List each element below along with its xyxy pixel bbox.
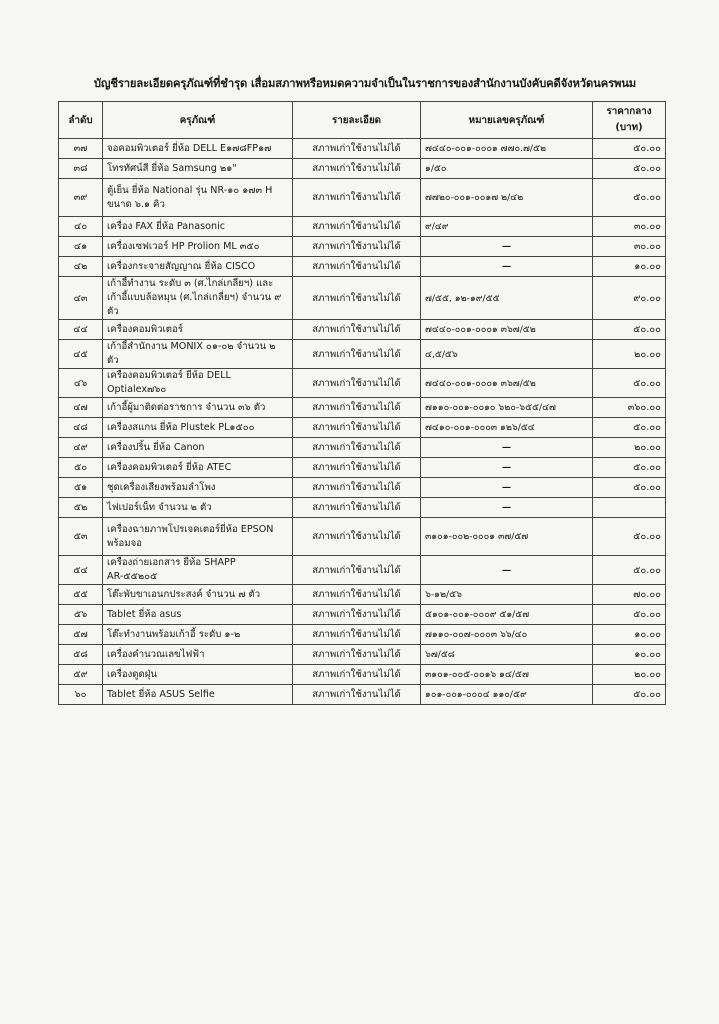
cell-detail: สภาพเก่าใช้งานไม่ได้ — [293, 257, 421, 277]
cell-name: ไฟเปอร์เน็ท จำนวน ๒ ตัว — [103, 498, 293, 518]
cell-no: ๕๙ — [59, 665, 103, 685]
cell-name: เครื่องเซฟเวอร์ HP Prolion ML ๓๕๐ — [103, 237, 293, 257]
cell-code: ๔,๕/๕๖ — [421, 340, 593, 369]
cell-code: ๗๗๒๐-๐๐๑-๐๐๑๗ ๒/๔๒ — [421, 179, 593, 217]
cell-price: ๓๐.๐๐ — [593, 217, 666, 237]
table-row — [59, 605, 666, 625]
cell-code: ๗๔๔๐-๐๐๑-๐๐๐๑ ๗๗๐.๗/๕๒ — [421, 139, 593, 159]
cell-price: ๕๐.๐๐ — [593, 556, 666, 585]
table-row — [59, 340, 666, 369]
table-row — [59, 237, 666, 257]
cell-price: ๕๐.๐๐ — [593, 418, 666, 438]
cell-detail: สภาพเก่าใช้งานไม่ได้ — [293, 438, 421, 458]
table-row — [59, 139, 666, 159]
cell-price: ๓๐.๐๐ — [593, 237, 666, 257]
table-row — [59, 498, 666, 518]
inventory-table — [58, 101, 666, 705]
cell-price: ๙๐.๐๐ — [593, 277, 666, 320]
header-price — [593, 102, 666, 139]
table-row — [59, 665, 666, 685]
cell-name: เครื่องคำนวณเลขไฟฟ้า — [103, 645, 293, 665]
cell-no: ๔๗ — [59, 398, 103, 418]
cell-code: ๑๐๑-๐๐๑-๐๐๐๔ ๑๑๐/๕๙ — [421, 685, 593, 705]
table-row — [59, 257, 666, 277]
cell-price: ๕๐.๐๐ — [593, 518, 666, 556]
cell-price: ๕๐.๐๐ — [593, 320, 666, 340]
cell-no: ๕๔ — [59, 556, 103, 585]
cell-price: ๑๐.๐๐ — [593, 257, 666, 277]
cell-name: เก้าอี้สำนักงาน MONIX ๐๑-๐๒ จำนวน ๒ ตัว — [103, 340, 293, 369]
cell-price: ๕๐.๐๐ — [593, 369, 666, 398]
cell-code: — — [421, 478, 593, 498]
cell-no: ๔๔ — [59, 320, 103, 340]
cell-detail: สภาพเก่าใช้งานไม่ได้ — [293, 179, 421, 217]
cell-name: โต๊ะทำงานพร้อมเก้าอี้ ระดับ ๑-๒ — [103, 625, 293, 645]
cell-name: โทรทัศน์สี ยี่ห้อ Samsung ๒๑" — [103, 159, 293, 179]
table-row — [59, 320, 666, 340]
cell-code: ๗/๕๕, ๑๒-๑๙/๕๕ — [421, 277, 593, 320]
cell-price: ๑๐.๐๐ — [593, 645, 666, 665]
cell-code: ๓๑๐๑-๐๐๒-๐๐๐๑ ๓๗/๕๗ — [421, 518, 593, 556]
table-row — [59, 645, 666, 665]
table-row — [59, 179, 666, 217]
cell-name: เก้าอี้ผู้มาติดต่อราชการ จำนวน ๓๖ ตัว — [103, 398, 293, 418]
cell-detail: สภาพเก่าใช้งานไม่ได้ — [293, 685, 421, 705]
cell-detail: สภาพเก่าใช้งานไม่ได้ — [293, 217, 421, 237]
cell-no: ๔๓ — [59, 277, 103, 320]
cell-name: ตู้เย็น ยี่ห้อ National รุ่น NR-๑๐ ๑๗๓ H ขนาด ๖.๑ คิว — [103, 179, 293, 217]
cell-no: ๕๐ — [59, 458, 103, 478]
header-code: หมายเลขครุภัณฑ์ — [421, 102, 593, 139]
cell-code: — — [421, 498, 593, 518]
cell-no: ๕๕ — [59, 585, 103, 605]
cell-price: ๕๐.๐๐ — [593, 685, 666, 705]
cell-price: ๕๐.๐๐ — [593, 458, 666, 478]
cell-detail: สภาพเก่าใช้งานไม่ได้ — [293, 418, 421, 438]
header-name: ครุภัณฑ์ — [103, 102, 293, 139]
table-row — [59, 625, 666, 645]
header-detail: รายละเอียด — [293, 102, 421, 139]
cell-detail: สภาพเก่าใช้งานไม่ได้ — [293, 625, 421, 645]
cell-no: ๕๒ — [59, 498, 103, 518]
cell-no: ๖๐ — [59, 685, 103, 705]
cell-detail: สภาพเก่าใช้งานไม่ได้ — [293, 518, 421, 556]
cell-code: — — [421, 438, 593, 458]
cell-price — [593, 498, 666, 518]
cell-code: ๗๑๑๐-๐๐๗-๐๐๐๓ ๖๖/๔๐ — [421, 625, 593, 645]
document-title: บัญชีรายละเอียดครุภัณฑ์ที่ชำรุด เสื่อมสภาพหรือหมดความจำเป็นในราชการของสำนักงานบังคับคดีจังหวัดนครพนม — [93, 77, 637, 90]
cell-no: ๓๘ — [59, 159, 103, 179]
table-row — [59, 458, 666, 478]
cell-code: — — [421, 458, 593, 478]
table-body — [59, 139, 666, 705]
cell-no: ๕๓ — [59, 518, 103, 556]
cell-no: ๕๑ — [59, 478, 103, 498]
cell-code: ๖๗/๕๘ — [421, 645, 593, 665]
cell-price: ๒๐.๐๐ — [593, 438, 666, 458]
cell-no: ๕๗ — [59, 625, 103, 645]
cell-detail: สภาพเก่าใช้งานไม่ได้ — [293, 159, 421, 179]
cell-name: Tablet ยี่ห้อ asus — [103, 605, 293, 625]
cell-code: — — [421, 257, 593, 277]
table-row — [59, 438, 666, 458]
cell-no: ๔๑ — [59, 237, 103, 257]
cell-detail: สภาพเก่าใช้งานไม่ได้ — [293, 645, 421, 665]
cell-name: เครื่อง FAX ยี่ห้อ Panasonic — [103, 217, 293, 237]
cell-name: เครื่องดูดฝุ่น — [103, 665, 293, 685]
cell-code: ๗๔๑๐-๐๐๑-๐๐๐๓ ๑๒๖/๕๔ — [421, 418, 593, 438]
cell-detail: สภาพเก่าใช้งานไม่ได้ — [293, 237, 421, 257]
cell-price: ๒๐.๐๐ — [593, 340, 666, 369]
table-row — [59, 159, 666, 179]
table-row — [59, 418, 666, 438]
cell-name: Tablet ยี่ห้อ ASUS Selfie — [103, 685, 293, 705]
cell-name: เครื่องคอมพิวเตอร์ — [103, 320, 293, 340]
cell-detail: สภาพเก่าใช้งานไม่ได้ — [293, 665, 421, 685]
cell-detail: สภาพเก่าใช้งานไม่ได้ — [293, 320, 421, 340]
table-row — [59, 277, 666, 320]
cell-name: เครื่องฉายภาพโปรเจคเตอร์ยี่ห้อ EPSON พร้อมจอ — [103, 518, 293, 556]
cell-code: ๗๔๔๐-๐๐๑-๐๐๐๑ ๓๖๗/๕๒ — [421, 369, 593, 398]
cell-no: ๔๖ — [59, 369, 103, 398]
cell-name: เครื่องคอมพิวเตอร์ ยี่ห้อ ATEC — [103, 458, 293, 478]
table-row — [59, 398, 666, 418]
cell-code: ๓๑๐๑-๐๐๕-๐๐๑๖ ๑๔/๕๗ — [421, 665, 593, 685]
table-row — [59, 556, 666, 585]
cell-detail: สภาพเก่าใช้งานไม่ได้ — [293, 277, 421, 320]
cell-price: ๗๐.๐๐ — [593, 585, 666, 605]
cell-code: ๙/๔๙ — [421, 217, 593, 237]
cell-detail: สภาพเก่าใช้งานไม่ได้ — [293, 478, 421, 498]
cell-no: ๔๘ — [59, 418, 103, 438]
cell-price: ๒๐.๐๐ — [593, 665, 666, 685]
cell-no: ๔๒ — [59, 257, 103, 277]
cell-price: ๓๖๐.๐๐ — [593, 398, 666, 418]
cell-no: ๓๗ — [59, 139, 103, 159]
header-price-line2: (บาท) — [615, 122, 643, 133]
cell-code: ๗๑๑๐-๐๐๑-๐๐๑๐ ๖๒๐-๖๕๕/๔๗ — [421, 398, 593, 418]
table-row — [59, 518, 666, 556]
cell-no: ๓๙ — [59, 179, 103, 217]
cell-detail: สภาพเก่าใช้งานไม่ได้ — [293, 498, 421, 518]
cell-price: ๕๐.๐๐ — [593, 139, 666, 159]
cell-name: เครื่องปริ้น ยี่ห้อ Canon — [103, 438, 293, 458]
cell-code: ๗๔๔๐-๐๐๑-๐๐๐๑ ๓๖๗/๕๒ — [421, 320, 593, 340]
cell-price: ๕๐.๐๐ — [593, 159, 666, 179]
cell-name: โต๊ะพับขาเอนกประสงค์ จำนวน ๗ ตัว — [103, 585, 293, 605]
cell-no: ๕๘ — [59, 645, 103, 665]
cell-price: ๕๐.๐๐ — [593, 478, 666, 498]
cell-name: ชุดเครื่องเสียงพร้อมลำโพง — [103, 478, 293, 498]
cell-price: ๑๐.๐๐ — [593, 625, 666, 645]
cell-no: ๔๙ — [59, 438, 103, 458]
table-row — [59, 685, 666, 705]
cell-detail: สภาพเก่าใช้งานไม่ได้ — [293, 458, 421, 478]
cell-detail: สภาพเก่าใช้งานไม่ได้ — [293, 369, 421, 398]
cell-name: เครื่องคอมพิวเตอร์ ยี่ห้อ DELL Optialex๗๖๐ — [103, 369, 293, 398]
cell-code: — — [421, 237, 593, 257]
cell-name: เครื่องกระจายสัญญาณ ยี่ห้อ CISCO — [103, 257, 293, 277]
cell-detail: สภาพเก่าใช้งานไม่ได้ — [293, 340, 421, 369]
cell-detail: สภาพเก่าใช้งานไม่ได้ — [293, 585, 421, 605]
cell-price: ๕๐.๐๐ — [593, 605, 666, 625]
cell-code: ๖-๑๒/๕๖ — [421, 585, 593, 605]
cell-detail: สภาพเก่าใช้งานไม่ได้ — [293, 605, 421, 625]
cell-price: ๕๐.๐๐ — [593, 179, 666, 217]
cell-name: เก้าอี้ทำงาน ระดับ ๓ (ศ.ไกล่เกลี่ยฯ) และเก้าอี้แบบล้อหมุน (ศ.ไกล่เกลี่ยฯ) จำนวน ๙ ตัว — [103, 277, 293, 320]
cell-no: ๔๐ — [59, 217, 103, 237]
cell-no: ๔๕ — [59, 340, 103, 369]
cell-code: — — [421, 556, 593, 585]
cell-no: ๕๖ — [59, 605, 103, 625]
cell-detail: สภาพเก่าใช้งานไม่ได้ — [293, 556, 421, 585]
table-row — [59, 585, 666, 605]
table-row — [59, 478, 666, 498]
header-no: ลำดับ — [59, 102, 103, 139]
cell-name: เครื่องถ่ายเอกสาร ยี่ห้อ SHAPP AR-๕๕๒๐๕ — [103, 556, 293, 585]
table-row — [59, 369, 666, 398]
cell-code: ๑/๕๐ — [421, 159, 593, 179]
table-header-row — [59, 102, 666, 139]
cell-code: ๕๑๐๑-๐๐๑-๐๐๐๙ ๕๑/๕๗ — [421, 605, 593, 625]
header-price-line1: ราคากลาง — [606, 106, 652, 117]
cell-name: เครื่องสแกน ยี่ห้อ Plustek PL๑๕๐๐ — [103, 418, 293, 438]
table-row — [59, 217, 666, 237]
cell-detail: สภาพเก่าใช้งานไม่ได้ — [293, 398, 421, 418]
cell-name: จอคอมพิวเตอร์ ยี่ห้อ DELL E๑๗๘FP๑๗ — [103, 139, 293, 159]
cell-detail: สภาพเก่าใช้งานไม่ได้ — [293, 139, 421, 159]
